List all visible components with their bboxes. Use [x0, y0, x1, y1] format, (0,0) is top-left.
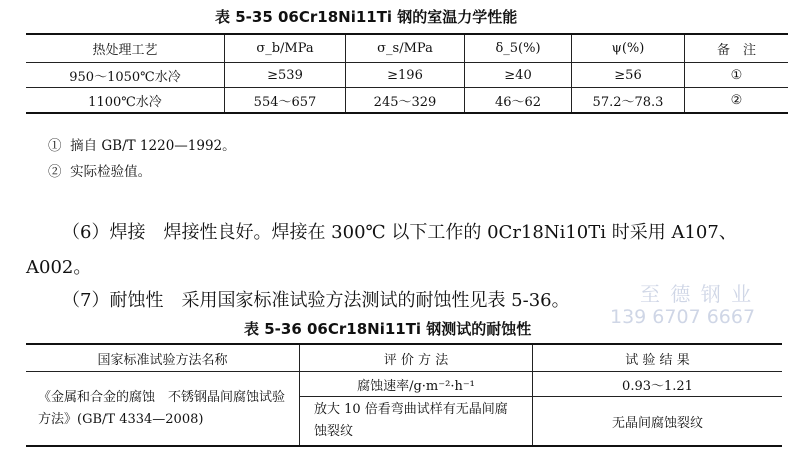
watermark-phone: 139 6707 6667: [610, 306, 756, 328]
table-row: [26, 372, 782, 397]
corrosion-resistance-table: [26, 343, 782, 447]
table-header-row: [26, 34, 788, 63]
footnote-marker: ②: [48, 164, 62, 180]
table-header-row: [26, 344, 782, 372]
table-header-cell: σ_b/MPa: [225, 34, 346, 63]
table-header-cell: σ_s/MPa: [346, 34, 465, 63]
table1-caption: 表 5-35 06Cr18Ni11Ti 钢的室温力学性能: [215, 8, 518, 26]
footnote-marker: ①: [48, 138, 62, 154]
footnote-1: [48, 134, 236, 154]
table2-caption: 表 5-36 06Cr18Ni11Ti 钢测试的耐蚀性: [244, 320, 532, 338]
table-row: [26, 88, 788, 114]
watermark-company: 至 德 钢 业: [640, 282, 754, 306]
table-cell: 无晶间腐蚀裂纹: [533, 397, 783, 447]
table-row: [26, 63, 788, 88]
table-cell: ②: [685, 88, 789, 114]
welding-paragraph-line1: （6）焊接 焊接性良好。焊接在 300℃ 以下工作的 0Cr18Ni10Ti 时采用 A107、: [62, 222, 737, 243]
table-header-cell: 备 注: [685, 34, 789, 63]
table-cell: ≥56: [572, 63, 685, 88]
table-header-cell: 评 价 方 法: [300, 344, 533, 372]
footnote-2: [48, 160, 151, 180]
table-header-cell: ψ(%): [572, 34, 685, 63]
table-header-cell: 试 验 结 果: [533, 344, 783, 372]
welding-paragraph-line2: A002。: [26, 257, 92, 278]
table-cell: ①: [685, 63, 789, 88]
table-cell: 57.2～78.3: [572, 88, 685, 114]
table-cell: 1100℃水冷: [26, 88, 225, 114]
table-cell: 950～1050℃水冷: [26, 63, 225, 88]
mechanical-properties-table: [26, 33, 788, 114]
method-name-cell: 《金属和合金的腐蚀 不锈钢晶间腐蚀试验方法》(GB/T 4334—2008): [26, 372, 300, 447]
table-cell: 腐蚀速率/g·m⁻²·h⁻¹: [300, 372, 533, 397]
table-cell: 放大 10 倍看弯曲试样有无晶间腐蚀裂纹: [300, 397, 533, 447]
table-header-cell: 热处理工艺: [26, 34, 225, 63]
table-cell: ≥539: [225, 63, 346, 88]
footnote-text: 摘自 GB/T 1220—1992。: [70, 138, 236, 154]
table-cell: 46～62: [465, 88, 572, 114]
table-cell: 0.93～1.21: [533, 372, 783, 397]
footnote-text: 实际检验值。: [70, 164, 152, 180]
table-header-cell: δ_5(%): [465, 34, 572, 63]
table-cell: 245～329: [346, 88, 465, 114]
table-header-cell: 国家标准试验方法名称: [26, 344, 300, 372]
table-cell: 554～657: [225, 88, 346, 114]
table-cell: ≥196: [346, 63, 465, 88]
corrosion-paragraph: （7）耐蚀性 采用国家标准试验方法测试的耐蚀性见表 5-36。: [62, 290, 570, 311]
table-cell: ≥40: [465, 63, 572, 88]
